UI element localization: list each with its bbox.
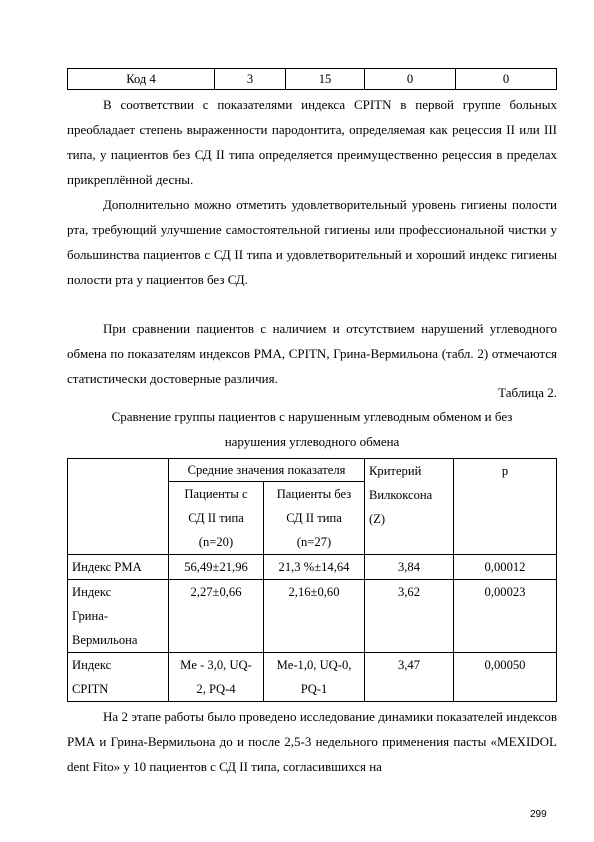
page-number: 299: [530, 809, 547, 820]
paragraph-stage2: На 2 этапе работы было проведено исследование динамики показателей индексов РМА и Грина-Вермильона до и после 2,5-3 недельного применения пасты «MEXIDOL dent Fito» у 10 пациентов с СД II типа, согласившихся на: [67, 709, 557, 774]
cell-sd: [169, 653, 264, 702]
table-header-sd: [169, 482, 264, 555]
cell-line: Me - 3,0, UQ-: [180, 658, 252, 672]
header-line: Критерий: [369, 464, 422, 478]
table-cell-empty: [68, 459, 169, 555]
paragraph-comparison: При сравнении пациентов с наличием и отсутствием нарушений углеводного обмена по показателям индексов РМА, CPITN, Грина-Вермильона (табл. 2) отмечаются статистически достоверные различия.: [67, 321, 557, 386]
header-line: (n=27): [296, 535, 332, 549]
table-cell: 3: [215, 69, 286, 90]
label-line: Грина-: [72, 609, 109, 623]
cell-line: Me-1,0, UQ-0,: [276, 658, 352, 672]
label-line: CPITN: [72, 682, 109, 696]
table-header-p: p: [454, 459, 557, 555]
table-header-criterion: [365, 459, 454, 555]
table-row: [68, 459, 557, 482]
table-caption: Сравнение группы пациентов с нарушенным углеводным обменом и без нарушения углеводного обмена: [111, 409, 513, 449]
cell-sd: 56,49±21,96: [169, 555, 264, 580]
table-cell: Код 4: [68, 69, 215, 90]
cell-p: 0,00023: [454, 580, 557, 653]
cell-z: 3,47: [365, 653, 454, 702]
row-label: Индекс РМА: [68, 555, 169, 580]
table-comparison: [67, 458, 557, 702]
table-row: [68, 653, 557, 702]
cell-nosd: 2,16±0,60: [264, 580, 365, 653]
cell-z: 3,62: [365, 580, 454, 653]
table-header-group: Средние значения показателя: [169, 459, 365, 482]
cell-sd: 2,27±0,66: [169, 580, 264, 653]
table-row: [68, 555, 557, 580]
cell-line: PQ-1: [300, 682, 328, 696]
row-label: [68, 653, 169, 702]
header-line: СД II типа: [286, 511, 342, 525]
header-line: (Z): [369, 512, 386, 526]
label-line: Вермильона: [72, 633, 138, 647]
header-line: (n=20): [198, 535, 234, 549]
paragraph-cpitn: В соответствии с показателями индекса CPITN в первой группе больных преобладает степень выраженности пародонтита, определяемая как рецессия II или III типа, у пациентов без СД II типа определяется преимущественно рецессия в пределах прикреплённой десны.: [67, 97, 557, 187]
table-row: [68, 580, 557, 653]
label-line: Индекс: [72, 658, 112, 672]
cell-line: 2, PQ-4: [196, 682, 236, 696]
cell-z: 3,84: [365, 555, 454, 580]
paragraph-hygiene: Дополнительно можно отметить удовлетворительный уровень гигиены полости рта, требующий улучшение самостоятельной гигиены или профессиональной чистки у большинства пациентов с СД II типа и удовлетворительный и хороший индекс гигиены полости рта у пациентов без СД.: [67, 197, 557, 287]
table-cell: 15: [286, 69, 365, 90]
table-label: Таблица 2.: [498, 385, 557, 400]
cell-p: 0,00012: [454, 555, 557, 580]
row-label: [68, 580, 169, 653]
table-code4: [67, 68, 557, 90]
header-line: Пациенты с: [184, 487, 248, 501]
header-line: Вилкоксона: [369, 488, 433, 502]
table-cell: 0: [456, 69, 557, 90]
cell-p: 0,00050: [454, 653, 557, 702]
table-header-nosd: [264, 482, 365, 555]
header-line: СД II типа: [188, 511, 244, 525]
header-line: Пациенты без: [276, 487, 352, 501]
cell-nosd: 21,3 %±14,64: [264, 555, 365, 580]
table-cell: 0: [365, 69, 456, 90]
table-row: [68, 69, 557, 90]
label-line: Индекс: [72, 585, 112, 599]
cell-nosd: [264, 653, 365, 702]
